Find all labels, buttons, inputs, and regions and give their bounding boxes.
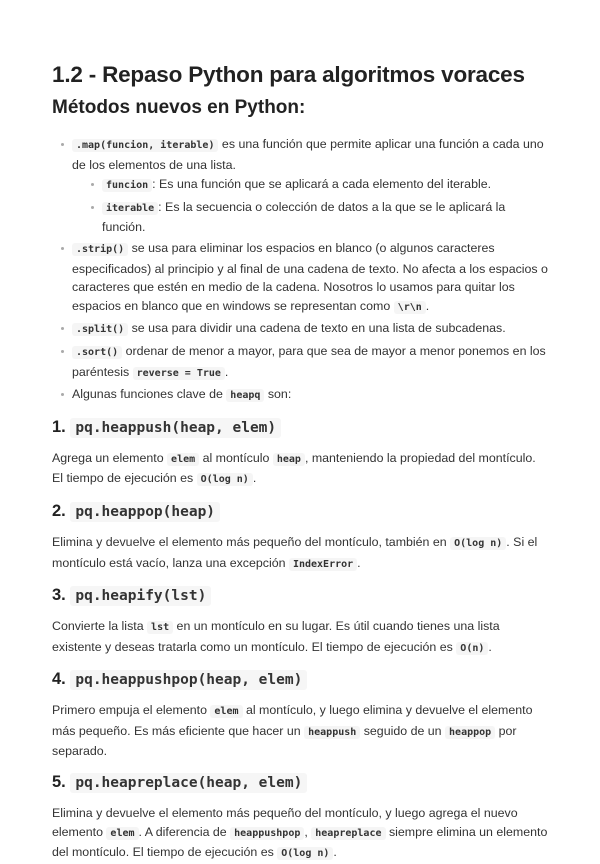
inline-code: \r\n: [394, 301, 426, 314]
function-heading: [52, 773, 548, 792]
list-item: [72, 239, 548, 317]
text-run: Agrega un elemento: [52, 450, 168, 465]
text-run: Algunas funciones clave de: [72, 387, 227, 402]
text-run: Elimina y devuelve el elemento más pequeño del montículo, y luego agrega el nuevo elemento: [52, 806, 518, 839]
text-run: se usa para eliminar los espacios en blanco (o algunos caracteres especificados) al principio y al final de una cadena de texto. No afecta a los espacios o caracteres que estén en medio de la cadena. Nosotros lo usamos para quitar los espacios en blanco que en windows se representan como: [72, 240, 548, 313]
function-signature: pq.heappushpop(heap, elem): [70, 670, 307, 690]
function-signature: pq.heappush(heap, elem): [70, 418, 281, 438]
function-heading: [52, 502, 548, 521]
sub-list-item: [102, 175, 548, 196]
text-run: .: [357, 555, 361, 570]
text-run: al montículo: [199, 450, 273, 465]
heading-number: 2.: [52, 501, 66, 520]
text-run: : Es la secuencia o colección de datos a la que se le aplicará la función.: [102, 199, 506, 235]
sub-list: [72, 175, 548, 237]
function-description: [52, 449, 548, 490]
function-heading: [52, 586, 548, 605]
sub-list-item: [102, 198, 548, 237]
heading-number: 4.: [52, 670, 66, 689]
inline-code: heappush: [304, 726, 360, 739]
list-item: [72, 319, 548, 340]
text-run: en un montículo en su lugar. Es útil cuando tienes una lista existente y deseas tratarla como un montículo. El tiempo de ejecución es: [52, 619, 500, 654]
inline-code: .strip(): [72, 243, 128, 256]
function-description: [52, 533, 548, 574]
text-run: es una función que permite aplicar una función a cada uno de los elementos de una lista.: [72, 137, 544, 172]
text-run: seguido de un: [360, 723, 446, 738]
text-run: : Es una función que se aplicará a cada elemento del iterable.: [152, 177, 492, 192]
text-run: .: [425, 298, 430, 313]
function-heading: [52, 418, 548, 437]
function-signature: pq.heapify(lst): [70, 586, 211, 606]
inline-code: heap: [273, 453, 305, 466]
inline-code: O(log n): [277, 847, 333, 860]
text-run: siempre elimina un elemento del montículo. El tiempo de ejecución es: [52, 824, 548, 860]
text-run: Convierte la lista: [52, 619, 148, 634]
inline-code: IndexError: [289, 558, 357, 571]
text-run: Primero empuja el elemento: [52, 703, 211, 718]
heapq-functions: [52, 418, 548, 864]
text-run: . A diferencia de: [138, 824, 231, 839]
text-run: son:: [264, 387, 292, 402]
inline-code: reverse = True: [133, 367, 225, 380]
inline-code: elem: [106, 827, 138, 840]
text-run: ,: [304, 824, 312, 839]
text-run: .: [488, 639, 492, 654]
function-signature: pq.heapreplace(heap, elem): [70, 773, 307, 793]
text-run: .: [224, 364, 229, 379]
heading-number: 1.: [52, 417, 66, 436]
list-item: [72, 385, 548, 406]
text-run: ordenar de menor a mayor, para que sea de mayor a menor ponemos en los paréntesis: [72, 343, 546, 379]
function-description: [52, 701, 548, 761]
text-run: .: [252, 471, 257, 486]
inline-code: O(n): [456, 642, 488, 655]
section-heading: Métodos nuevos en Python:: [52, 97, 306, 118]
inline-code: .split(): [72, 323, 128, 336]
list-item: [72, 342, 548, 383]
list-item: [72, 135, 548, 237]
text-run: . Si el montículo está vacío, lanza una excepción: [52, 534, 538, 570]
inline-code: funcion: [102, 179, 152, 192]
inline-code: lst: [147, 621, 173, 634]
text-run: , manteniendo la propiedad del montículo. El tiempo de ejecución es: [52, 450, 536, 486]
text-run: se usa para dividir una cadena de texto en una lista de subcadenas.: [128, 321, 506, 336]
methods-list: [52, 135, 548, 406]
inline-code: elem: [210, 705, 242, 718]
function-heading: [52, 670, 548, 689]
inline-code: iterable: [102, 202, 158, 215]
inline-code: heappushpop: [230, 827, 304, 840]
inline-code: .sort(): [72, 346, 122, 359]
inline-code: elem: [167, 453, 199, 466]
text-run: Elimina y devuelve el elemento más pequeño del montículo, también en: [52, 534, 451, 549]
text-run: al montículo, y luego elimina y devuelve el elemento más pequeño. Es más eficiente que hacer un: [52, 703, 533, 738]
inline-code: heapreplace: [311, 827, 385, 840]
function-description: [52, 804, 548, 864]
heading-number: 5.: [52, 773, 66, 792]
inline-code: .map(funcion, iterable): [72, 139, 218, 152]
text-run: .: [333, 845, 337, 860]
page-title: 1.2 - Repaso Python para algoritmos voraces: [52, 62, 525, 87]
inline-code: heapq: [226, 389, 264, 402]
text-run: por separado.: [52, 723, 517, 759]
inline-code: O(log n): [197, 473, 253, 486]
inline-code: heappop: [445, 726, 495, 739]
function-description: [52, 617, 548, 658]
heading-number: 3.: [52, 586, 66, 605]
function-signature: pq.heappop(heap): [70, 502, 220, 522]
inline-code: O(log n): [450, 537, 506, 550]
